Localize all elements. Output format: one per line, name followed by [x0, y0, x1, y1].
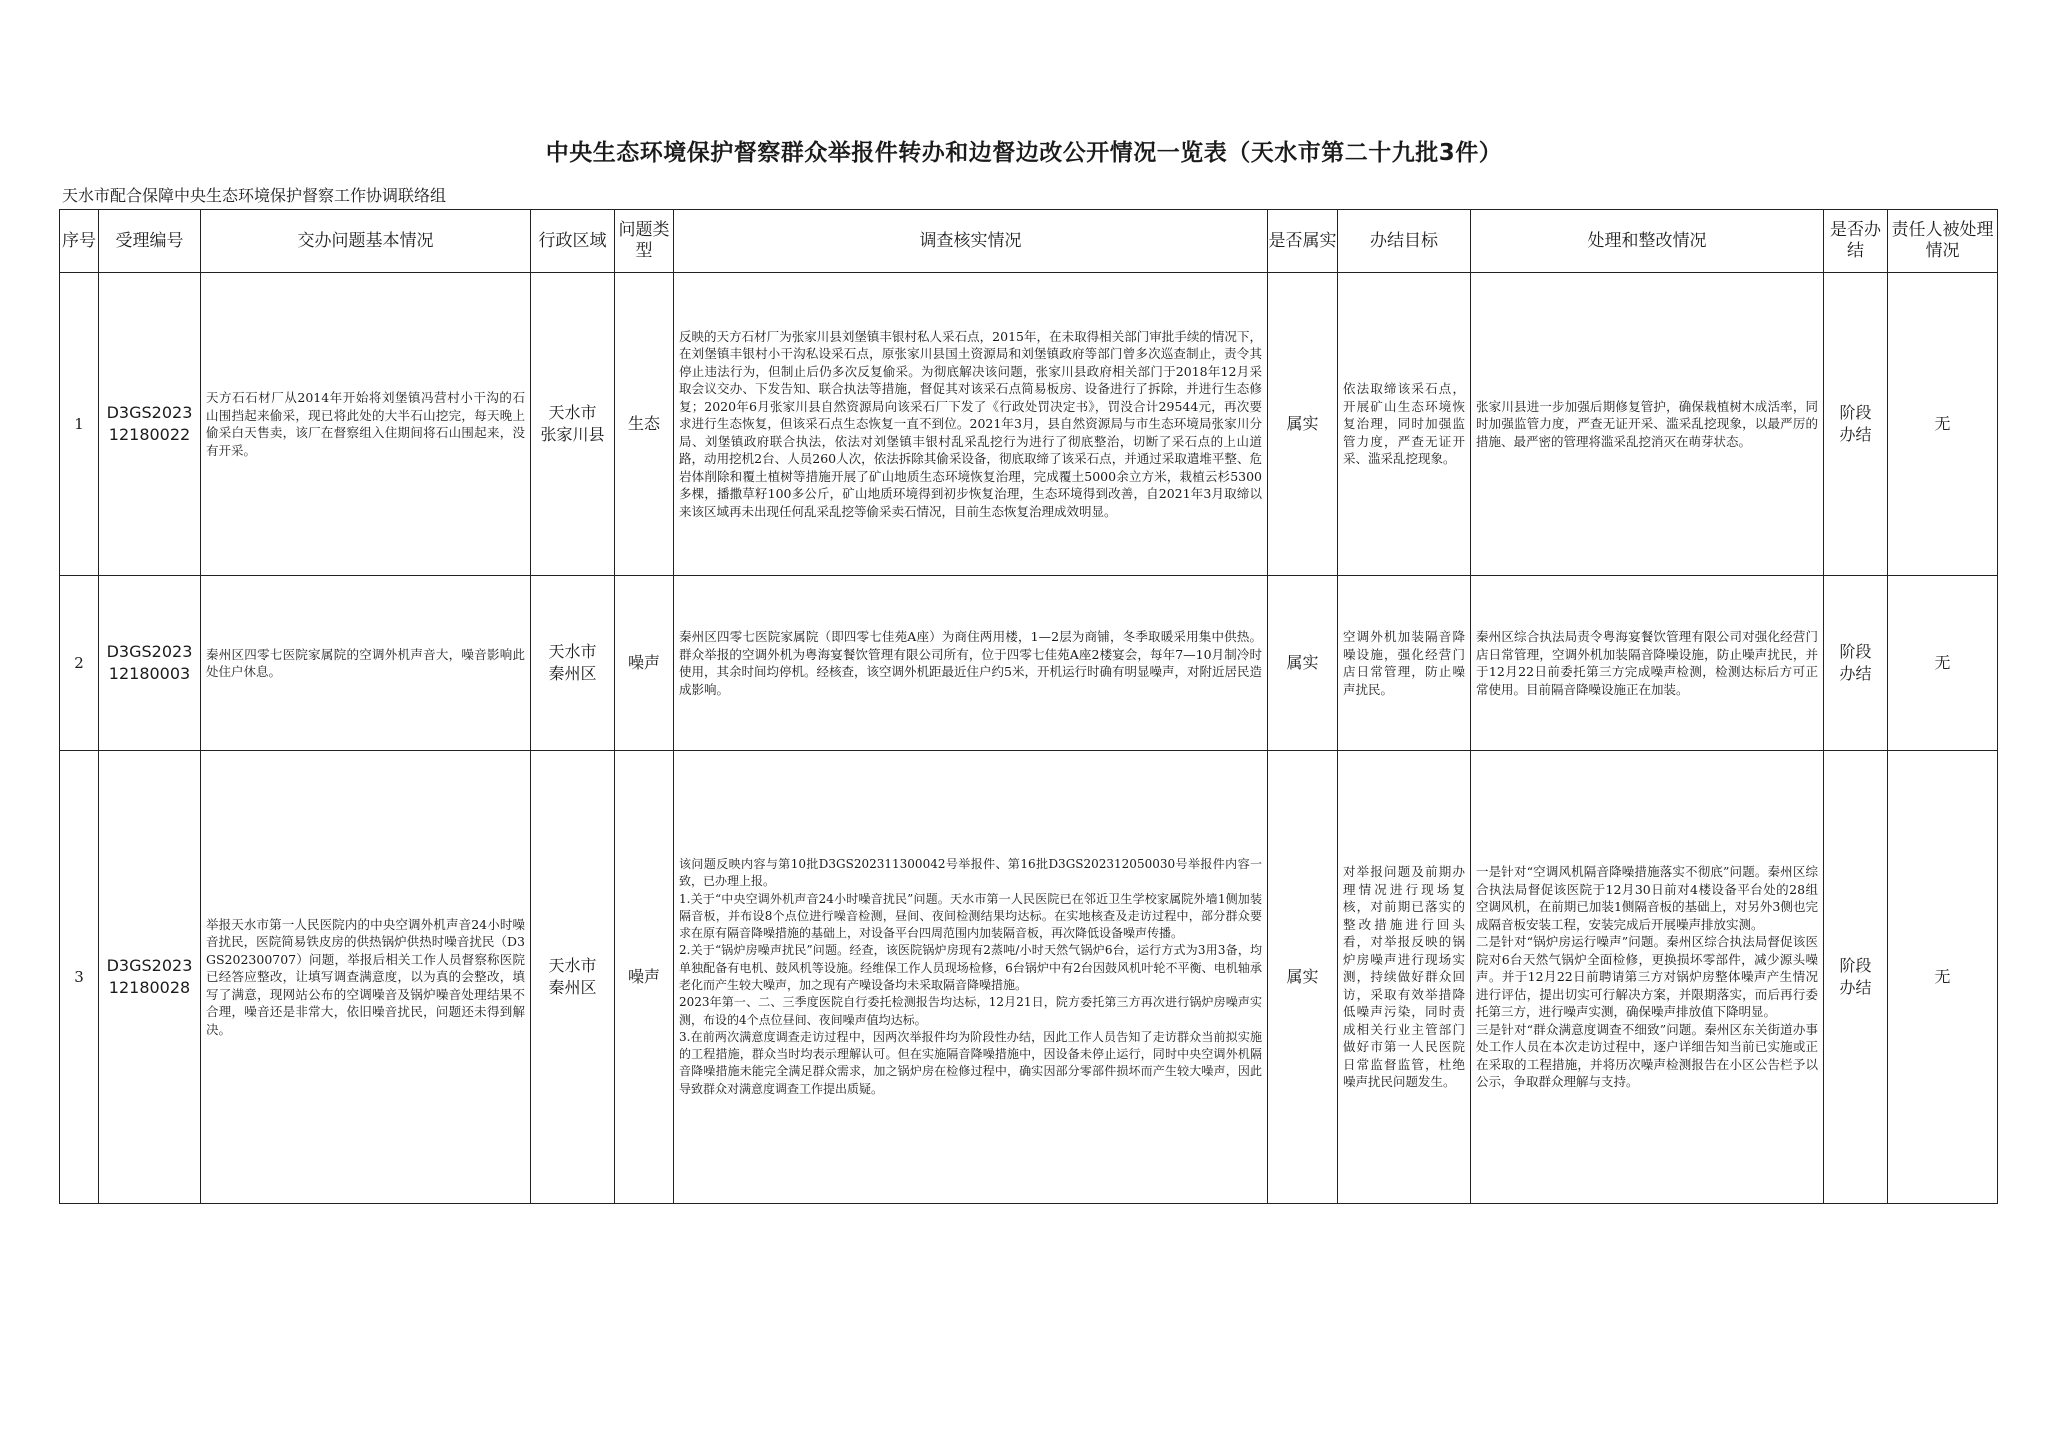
punished-status: 无 [1888, 751, 1998, 1204]
table-row [60, 273, 1998, 576]
header-verified: 是否属实 [1268, 210, 1338, 273]
handling-paragraph: 二是针对“锅炉房运行噪声”问题。秦州区综合执法局督促该医院对6台天然气锅炉全面检修，更换损坏零部件，减少源头噪声。并于12月22日前聘请第三方对锅炉房整体噪声产生情况进行评估，提出切实可行解决方案，并限期落实，而后再行委托第三方，进行噪声实测，确保噪声排放值下降明显。 [1476, 934, 1818, 1020]
region: 天水市 秦州区 [531, 751, 615, 1204]
header-goal: 办结目标 [1338, 210, 1471, 273]
issue-type: 噪声 [615, 576, 674, 751]
header-region: 行政区域 [531, 210, 615, 273]
header-type: 问题类型 [615, 210, 674, 273]
investigation-paragraph: 该问题反映内容与第10批D3GS202311300042号举报件、第16批D3GS202312050030号举报件内容一致，已办理上报。 [679, 856, 1262, 889]
goal-text: 空调外机加装隔音降噪设施，强化经营门店日常管理，防止噪声扰民。 [1338, 576, 1471, 751]
investigation-text: 反映的天方石材厂为张家川县刘堡镇丰银村私人采石点，2015年，在未取得相关部门审批手续的情况下，在刘堡镇丰银村小干沟私设采石点，原张家川县国土资源局和刘堡镇政府等部门曾多次巡查制止，责令其停止违法行为，但制止后仍多次反复偷采。为彻底解决该问题，张家川县政府相关部门于2018年12月采取会议交办、下发告知、联合执法等措施，督促其对该采石点简易板房、设备进行了拆除，并进行生态修复；2020年6月张家川县自然资源局向该采石厂下发了《行政处罚决定书》，罚没合计29544元，再次要求进行生态恢复，但该采石点生态恢复一直不到位。2021年3月，县自然资源局与市生态环境局张家川分局、刘堡镇政府联合执法，依法对刘堡镇丰银村乱采乱挖行为进行了彻底整治，切断了采石点的上山道路，动用挖机2台、人员260人次，依法拆除其偷采设备，彻底取缔了该采石点，并通过采取遣堆平整、危岩体削除和覆土植树等措施开展了矿山地质生态环境恢复治理，完成覆土5000余立方米，栽植云杉5300多棵，播撒草籽100多公斤，矿山地质环境得到初步恢复治理，生态环境得到改善，自2021年3月取缔以来该区域再未出现任何乱采乱挖等偷采卖石情况，目前生态恢复治理成效明显。 [674, 273, 1268, 576]
table-row [60, 751, 1998, 1204]
region: 天水市 秦州区 [531, 576, 615, 751]
investigation-paragraph: 2.关于“锅炉房噪声扰民”问题。经查，该医院锅炉房现有2蒸吨/小时天然气锅炉6台，运行方式为3用3备，均单独配备有电机、鼓风机等设施。经维保工作人员现场检修，6台锅炉中有2台因鼓风机叶轮不平衡、电机轴承老化而产生较大噪声，加之现有产噪设备均未采取隔音降噪措施。 [679, 943, 1262, 992]
header-handling: 处理和整改情况 [1471, 210, 1824, 273]
investigation-text: 秦州区四零七医院家属院（即四零七佳苑A座）为商住两用楼，1—2层为商铺，冬季取暖采用集中供热。群众举报的空调外机为粤海宴餐饮管理有限公司所有，位于四零七佳苑A座2楼宴会，每年7—10月制冷时使用，其余时间均停机。经核查，该空调外机距最近住户约5米，开机运行时确有明显噪声，对附近居民造成影响。 [674, 576, 1268, 751]
goal-text: 对举报问题及前期办理情况进行现场复核，对前期已落实的整改措施进行回头看，对举报反映的锅炉房噪声进行现场实测，持续做好群众回访，采取有效举措降低噪声污染，同时责成相关行业主管部门做好市第一人民医院日常监督监管，杜绝噪声扰民问题发生。 [1338, 751, 1471, 1204]
region: 天水市 张家川县 [531, 273, 615, 576]
header-case-id: 受理编号 [99, 210, 201, 273]
issuing-organization: 天水市配合保障中央生态环境保护督察工作协调联络组 [62, 186, 447, 205]
verified-status: 属实 [1268, 576, 1338, 751]
handling-text: 秦州区综合执法局责令粤海宴餐饮管理有限公司对强化经营门店日常管理，空调外机加装隔音降噪设施，防止噪声扰民，并于12月22日前委托第三方完成噪声检测，检测达标后方可正常使用。目前隔音降噪设施正在加装。 [1471, 576, 1824, 751]
header-punished: 责任人被处理情况 [1888, 210, 1998, 273]
punished-status: 无 [1888, 576, 1998, 751]
investigation-paragraph: 1.关于“中央空调外机声音24小时噪音扰民”问题。天水市第一人民医院已在邻近卫生学校家属院外墙1侧加装隔音板，并布设8个点位进行噪音检测，昼间、夜间检测结果均达标。在实地核查及走访过程中，部分群众要求在原有隔音降噪措施的基础上，对设备平台四周范围内加装隔音板，再次降低设备噪声传播。 [679, 891, 1262, 941]
handling-text: 张家川县进一步加强后期修复管护，确保栽植树木成活率，同时加强监管力度，严查无证开采、滥采乱挖现象，以最严厉的措施、最严密的管理将滥采乱挖消灭在萌芽状态。 [1471, 273, 1824, 576]
handling-paragraph: 一是针对“空调风机隔音降噪措施落实不彻底”问题。秦州区综合执法局督促该医院于12月30日前对4楼设备平台处的28组空调风机，在前期已加装1侧隔音板的基础上，对另外3侧也完成隔音板安装工程，安装完成后开展噪声排放实测。 [1476, 864, 1818, 932]
row-index: 1 [60, 273, 99, 576]
closed-status: 阶段 办结 [1824, 576, 1888, 751]
case-id: D3GS2023 12180028 [99, 751, 201, 1204]
investigation-paragraph: 2023年第一、二、三季度医院自行委托检测报告均达标，12月21日，院方委托第三方再次进行锅炉房噪声实测，布设的4个点位昼间、夜间噪声值均达标。 [679, 995, 1262, 1027]
punished-status: 无 [1888, 273, 1998, 576]
case-id: D3GS2023 12180003 [99, 576, 201, 751]
issue-description: 举报天水市第一人民医院内的中央空调外机声音24小时噪音扰民，医院简易铁皮房的供热锅炉供热时噪音扰民（D3GS202300707）问题，举报后相关工作人员督察称医院已经答应整改，让填写调查满意度，以为真的会整改，填写了满意，现网站公布的空调噪音及锅炉噪音处理结果不合理，噪音还是非常大，依旧噪音扰民，问题还未得到解决。 [201, 751, 531, 1204]
goal-text: 依法取缔该采石点，开展矿山生态环境恢复治理，同时加强监管力度，严查无证开采、滥采乱挖现象。 [1338, 273, 1471, 576]
issue-description: 秦州区四零七医院家属院的空调外机声音大，噪音影响此处住户休息。 [201, 576, 531, 751]
row-index: 3 [60, 751, 99, 1204]
verified-status: 属实 [1268, 751, 1338, 1204]
header-row [60, 210, 1998, 273]
issue-type: 生态 [615, 273, 674, 576]
table-row [60, 576, 1998, 751]
closed-status: 阶段 办结 [1824, 751, 1888, 1204]
document-title: 中央生态环境保护督察群众举报件转办和边督边改公开情况一览表（天水市第二十九批3件） [545, 140, 1503, 166]
investigation-text [674, 751, 1268, 1204]
report-table [59, 209, 1998, 1204]
case-id: D3GS2023 12180022 [99, 273, 201, 576]
verified-status: 属实 [1268, 273, 1338, 576]
issue-type: 噪声 [615, 751, 674, 1204]
header-investigation: 调查核实情况 [674, 210, 1268, 273]
header-closed: 是否办结 [1824, 210, 1888, 273]
handling-text [1471, 751, 1824, 1204]
header-index: 序号 [60, 210, 99, 273]
row-index: 2 [60, 576, 99, 751]
header-issue: 交办问题基本情况 [201, 210, 531, 273]
issue-description: 天方石石材厂从2014年开始将刘堡镇冯营村小干沟的石山围挡起来偷采，现已将此处的大半石山挖完，每天晚上偷采白天售卖，该厂在督察组入住期间将石山围起来，没有开采。 [201, 273, 531, 576]
closed-status: 阶段 办结 [1824, 273, 1888, 576]
investigation-paragraph: 3.在前两次满意度调查走访过程中，因两次举报件均为阶段性办结，因此工作人员告知了走访群众当前拟实施的工程措施，群众当时均表示理解认可。但在实施隔音降噪措施中，因设备未停止运行，同时中央空调外机隔音降噪措施未能完全满足群众需求，加之锅炉房在检修过程中，确实因部分零部件损坏而产生较大噪声，因此导致群众对满意度调查工作提出质疑。 [679, 1029, 1262, 1096]
handling-paragraph: 三是针对“群众满意度调查不细致”问题。秦州区东关街道办事处工作人员在本次走访过程中，逐户详细告知当前已实施或正在采取的工程措施，并将历次噪声检测报告在小区公告栏予以公示，争取群众理解与支持。 [1476, 1021, 1818, 1090]
